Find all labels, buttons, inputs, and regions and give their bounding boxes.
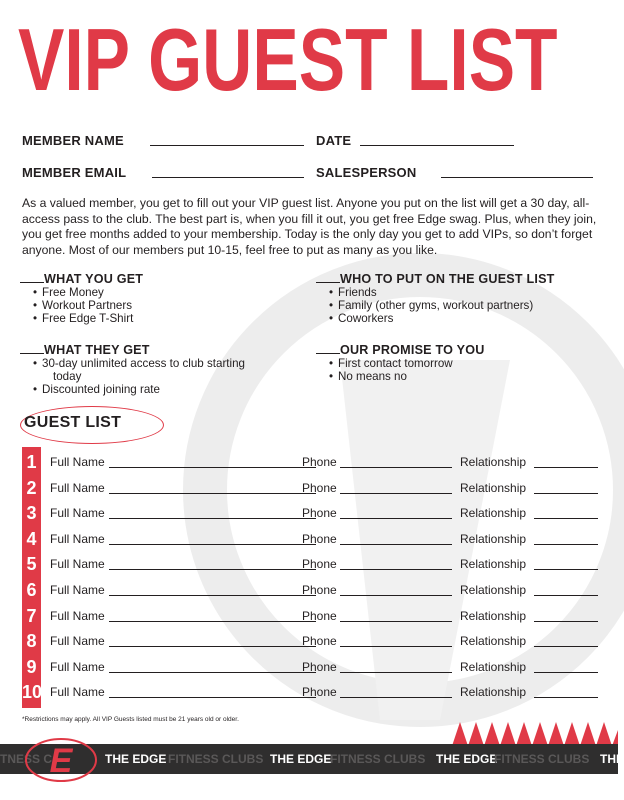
guest-row	[22, 527, 600, 549]
relationship-label: Relationship	[460, 531, 527, 546]
full-name-label: Full Name	[50, 634, 105, 649]
relationship-input[interactable]	[534, 595, 598, 596]
edge-logo-icon	[24, 736, 98, 784]
page-title: VIP GUEST LIST	[18, 10, 558, 109]
relationship-input[interactable]	[534, 544, 598, 545]
row-number: 4	[26, 528, 37, 549]
checkbox-line[interactable]	[316, 272, 340, 283]
row-number: 7	[26, 605, 37, 626]
relationship-label: Relationship	[460, 608, 527, 623]
list-item: • 30-day unlimited access to club starting	[20, 357, 310, 370]
footer-sub: FITNESS CLUBS	[330, 752, 426, 766]
list-item: • Discounted joining rate	[20, 383, 310, 396]
row-number: 3	[26, 503, 37, 524]
phone-input[interactable]	[340, 595, 452, 596]
member-email-label: MEMBER EMAIL	[22, 165, 127, 180]
list-item: • First contact tomorrow	[316, 357, 616, 370]
full-name-input[interactable]	[109, 595, 316, 596]
salesperson-label: SALESPERSON	[316, 165, 417, 180]
phone-label: Phone	[302, 659, 337, 674]
section-heading: WHO TO PUT ON THE GUEST LIST	[340, 272, 555, 286]
phone-label: Phone	[302, 634, 337, 649]
relationship-input[interactable]	[534, 697, 598, 698]
footer-brand: THE EDGE	[436, 752, 498, 766]
guest-row	[22, 655, 600, 677]
phone-input[interactable]	[340, 569, 452, 570]
checkbox-line[interactable]	[20, 343, 44, 354]
phone-input[interactable]	[340, 518, 452, 519]
member-name-label: MEMBER NAME	[22, 133, 124, 148]
date-label: DATE	[316, 133, 352, 148]
relationship-input[interactable]	[534, 569, 598, 570]
guest-row	[22, 604, 600, 626]
row-number: 10	[22, 682, 43, 703]
guest-row	[22, 552, 600, 574]
section-heading: WHAT THEY GET	[44, 343, 150, 357]
full-name-input[interactable]	[109, 544, 316, 545]
full-name-label: Full Name	[50, 608, 105, 623]
footer-sub: FITNESS CLUBS	[168, 752, 264, 766]
section-who-to-put	[316, 272, 616, 325]
full-name-label: Full Name	[50, 659, 105, 674]
relationship-input[interactable]	[534, 467, 598, 468]
relationship-input[interactable]	[534, 646, 598, 647]
row-number: 2	[26, 477, 37, 498]
guest-row	[22, 450, 600, 472]
full-name-label: Full Name	[50, 480, 105, 495]
relationship-input[interactable]	[534, 672, 598, 673]
relationship-label: Relationship	[460, 557, 527, 572]
guest-row	[22, 680, 600, 702]
full-name-input[interactable]	[109, 569, 316, 570]
row-number: 1	[26, 452, 37, 472]
list-item: • No means no	[316, 370, 616, 383]
footer-brand: THE EDGE	[270, 752, 332, 766]
guest-list-heading: GUEST LIST	[24, 414, 122, 431]
list-item: • Workout Partners	[20, 299, 310, 312]
phone-input[interactable]	[340, 544, 452, 545]
phone-input[interactable]	[340, 697, 452, 698]
full-name-input[interactable]	[109, 672, 316, 673]
list-item: • Family (other gyms, workout partners)	[316, 299, 616, 312]
footer-partial-brand: THE	[600, 752, 624, 766]
full-name-label: Full Name	[50, 455, 105, 469]
phone-label: Phone	[302, 480, 337, 495]
phone-label: Phone	[302, 506, 337, 521]
member-name-field[interactable]	[150, 133, 304, 146]
list-item-continuation: today	[53, 370, 82, 383]
phone-label: Phone	[302, 685, 337, 700]
full-name-input[interactable]	[109, 697, 316, 698]
phone-label: Phone	[302, 455, 337, 469]
phone-label: Phone	[302, 531, 337, 546]
full-name-input[interactable]	[109, 621, 316, 622]
full-name-label: Full Name	[50, 557, 105, 572]
relationship-label: Relationship	[460, 685, 527, 700]
section-heading: WHAT YOU GET	[44, 272, 144, 286]
full-name-input[interactable]	[109, 518, 316, 519]
relationship-input[interactable]	[534, 518, 598, 519]
phone-label: Phone	[302, 583, 337, 597]
section-what-you-get	[20, 272, 310, 325]
row-number: 5	[26, 554, 37, 575]
phone-label: Phone	[302, 557, 337, 572]
relationship-label: Relationship	[460, 634, 527, 649]
logo-letter: E	[49, 742, 73, 780]
relationship-label: Relationship	[460, 659, 527, 674]
list-item: • Free Money	[20, 286, 310, 299]
relationship-label: Relationship	[460, 480, 527, 495]
footer-partial-text: TNESS C	[0, 752, 53, 766]
list-item: • Coworkers	[316, 312, 616, 325]
zigzag-decoration	[452, 718, 618, 746]
footer-brand: THE EDGE	[105, 752, 167, 766]
footnote: *Restrictions may apply. All VIP Guests listed must be 21 years old or older.	[22, 716, 239, 723]
phone-input[interactable]	[340, 672, 452, 673]
list-item: • Friends	[316, 286, 616, 299]
guest-row	[22, 476, 600, 498]
relationship-input[interactable]	[534, 493, 598, 494]
guest-row	[22, 578, 600, 600]
full-name-label: Full Name	[50, 531, 105, 546]
full-name-input[interactable]	[109, 493, 316, 494]
list-item: • Free Edge T-Shirt	[20, 312, 310, 325]
checkbox-line[interactable]	[316, 343, 340, 354]
relationship-label: Relationship	[460, 455, 527, 469]
row-number: 8	[26, 631, 37, 652]
full-name-label: Full Name	[50, 583, 105, 597]
full-name-input[interactable]	[109, 467, 316, 468]
full-name-input[interactable]	[109, 646, 316, 647]
phone-input[interactable]	[340, 621, 452, 622]
phone-input[interactable]	[340, 493, 452, 494]
full-name-label: Full Name	[50, 506, 105, 521]
phone-label: Phone	[302, 608, 337, 623]
full-name-label: Full Name	[50, 685, 105, 700]
phone-input[interactable]	[340, 646, 452, 647]
phone-input[interactable]	[340, 467, 452, 468]
row-number: 6	[26, 580, 37, 600]
section-heading: OUR PROMISE TO YOU	[340, 343, 485, 357]
row-number: 9	[26, 656, 37, 677]
relationship-label: Relationship	[460, 583, 527, 597]
section-our-promise	[316, 343, 616, 383]
relationship-label: Relationship	[460, 506, 527, 521]
checkbox-line[interactable]	[20, 272, 44, 283]
intro-paragraph: As a valued member, you get to fill out your VIP guest list. Anyone you put on the list will get a 30 day, all-access pass to the club. The best part is, when you fill it out, you get free Edge swag. Plus, when they join, you get free months added to your membership. Today is the only day you get to add VIPs, so don’t forget anyone. Most of our members put 10-15, feel free to put as many as you like.	[22, 196, 597, 257]
section-what-they-get	[20, 343, 310, 396]
footer-sub: FITNESS CLUBS	[494, 752, 590, 766]
guest-row	[22, 501, 600, 523]
member-email-field[interactable]	[152, 165, 304, 178]
date-field[interactable]	[360, 133, 514, 146]
salesperson-field[interactable]	[441, 165, 593, 178]
relationship-input[interactable]	[534, 621, 598, 622]
guest-row	[22, 629, 600, 651]
